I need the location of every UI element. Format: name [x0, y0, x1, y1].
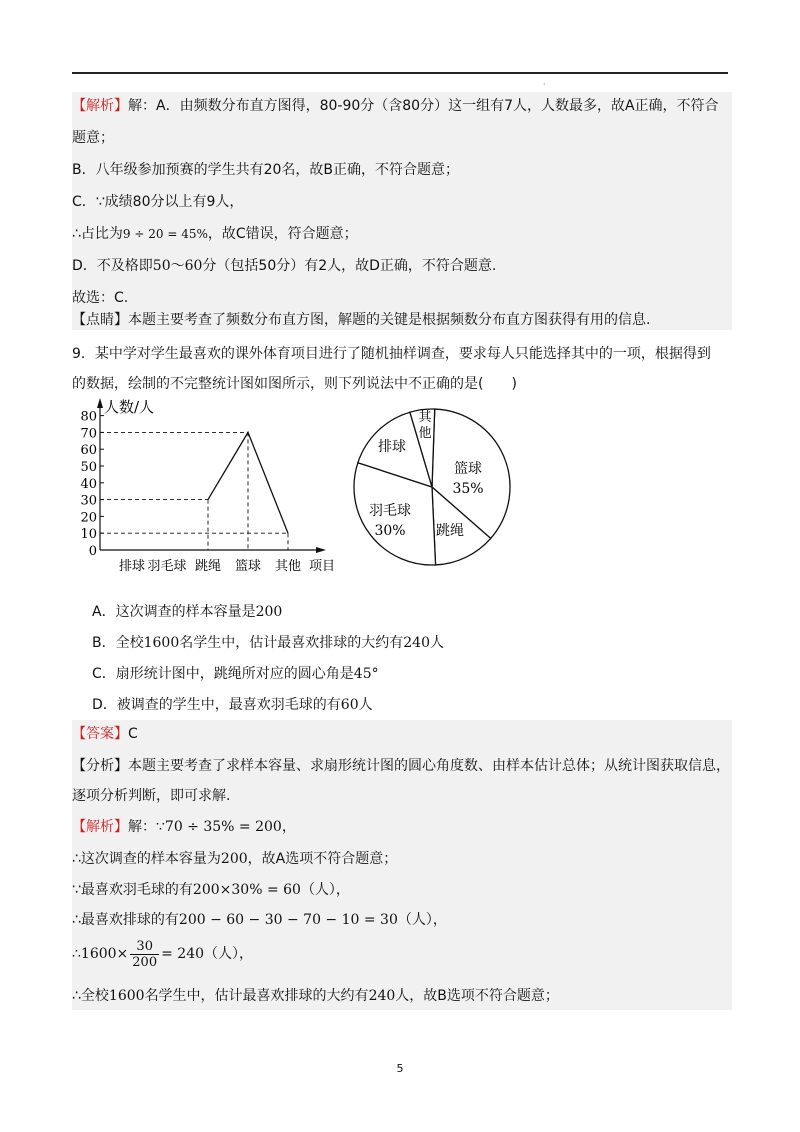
pie-label: 他 [418, 426, 432, 441]
x-axis-arrow [316, 547, 326, 553]
solution-b-line-5: ∴1600× $\frac{30}{200}$ = 240（人）， [72, 938, 254, 970]
option-a[interactable]: A．这次调查的样本容量是200 [92, 604, 283, 620]
pie-label: 跳绳 [436, 523, 464, 539]
analysis-line-2: 逐项分析判断，即可求解. [72, 788, 231, 804]
x-tick-label: 跳绳 [194, 559, 222, 574]
fraction-30-200: $\frac{30}{200}$ [132, 938, 158, 970]
pie-label: 羽毛球 [369, 503, 411, 519]
question-line-1: 9．某中学对学生最喜欢的课外体育项目进行了随机抽样调查，要求每人只能选择其中的一项，根据得到 [72, 346, 711, 362]
pie-chart [350, 405, 515, 570]
y-tick-label: 40 [80, 476, 97, 492]
y-tick-label: 50 [80, 460, 97, 475]
x-tick-label: 羽毛球 [147, 559, 187, 574]
pie-label: 篮球 [454, 461, 482, 477]
pie-label: 排球 [378, 439, 406, 455]
solution-line-6: D．不及格即50～60分（包括50分）有2人，故D正确，不符合题意. [72, 258, 497, 274]
answer-value: C [128, 726, 138, 742]
page-number: 5 [396, 1062, 404, 1075]
solution-line-1: 【解析】解：A．由频数分布直方图得，80-90分（含80分）这一组有7人，人数最多，故A正确，不符合 [72, 98, 719, 114]
line-chart [60, 390, 350, 580]
y-tick-label: 60 [80, 443, 97, 459]
solution-line-3: B．八年级参加预赛的学生共有20名，故B正确，不符合题意； [72, 162, 460, 178]
solution-b-line-2: ∴这次调查的样本容量为200，故A选项不符合题意； [72, 851, 398, 867]
solution-b-line-1: 【解析】解：∵70 ÷ 35% = 200， [72, 819, 296, 835]
x-tick-label: 其他 [274, 559, 302, 574]
header-rule [72, 72, 728, 74]
y-tick-label: 30 [80, 493, 97, 509]
x-axis-label: 项目 [308, 559, 336, 574]
y-tick-label: 20 [80, 510, 97, 526]
pie-label: 其 [418, 410, 432, 425]
header-dot: · [543, 80, 546, 89]
solution-b-tag: 【解析】 [72, 819, 128, 835]
y-tick-label: 80 [80, 409, 97, 425]
pie-percent-label: 35% [452, 481, 484, 497]
x-tick-label: 排球 [118, 559, 146, 574]
question-number: 9． [72, 346, 95, 362]
analysis-tag: 【分析】 [72, 758, 128, 774]
y-tick-label: 10 [80, 527, 97, 543]
answer-tag: 【答案】 [72, 726, 128, 742]
y-axis-arrow [97, 398, 103, 408]
solution-b-line-6: ∴全校1600名学生中，估计最喜欢排球的大约有240人，故B选项不符合题意； [72, 988, 559, 1004]
solution-line-5: ∴占比为9 ÷ 20 = 45%，故C错误，符合题意； [72, 226, 358, 242]
solution-line-4: C．∵成绩80分以上有9人， [72, 194, 244, 210]
jiexi-tag: 【解析】 [72, 98, 128, 114]
solution-line-2: 题意； [72, 130, 114, 146]
y-axis-label: 人数/人 [104, 398, 155, 416]
dianjing-line: 【点睛】本题主要考查了频数分布直方图，解题的关键是根据频数分布直方图获得有用的信息. [72, 312, 651, 328]
pie-percent-label: 30% [374, 523, 406, 539]
x-tick-label: 篮球 [234, 559, 262, 574]
answer-line [72, 722, 732, 746]
dianjing-tag: 【点睛】 [72, 312, 128, 328]
y-tick-label: 70 [80, 426, 97, 442]
solution-b-line-3: ∵最喜欢羽毛球的有200×30% = 60（人）， [72, 882, 350, 898]
question-line-2: 的数据，绘制的不完整统计图如图所示，则下列说法中不正确的是( ) [72, 376, 517, 392]
option-c[interactable]: C．扇形统计图中，跳绳所对应的圆心角是45° [92, 666, 379, 682]
analysis-line-1: 【分析】本题主要考查了求样本容量、求扇形统计图的圆心角度数、由样本估计总体；从统计图获取信息， [72, 758, 730, 774]
solution-b-line-4: ∴最喜欢排球的有200 − 60 − 30 − 70 − 10 = 30（人）， [72, 912, 447, 928]
option-d[interactable]: D．被调查的学生中，最喜欢羽毛球的有60人 [92, 697, 373, 713]
solution-line-7: 故选：C. [72, 290, 129, 306]
option-b[interactable]: B．全校1600名学生中，估计最喜欢排球的大约有240人 [92, 635, 444, 651]
y-tick-label: 0 [88, 544, 97, 559]
